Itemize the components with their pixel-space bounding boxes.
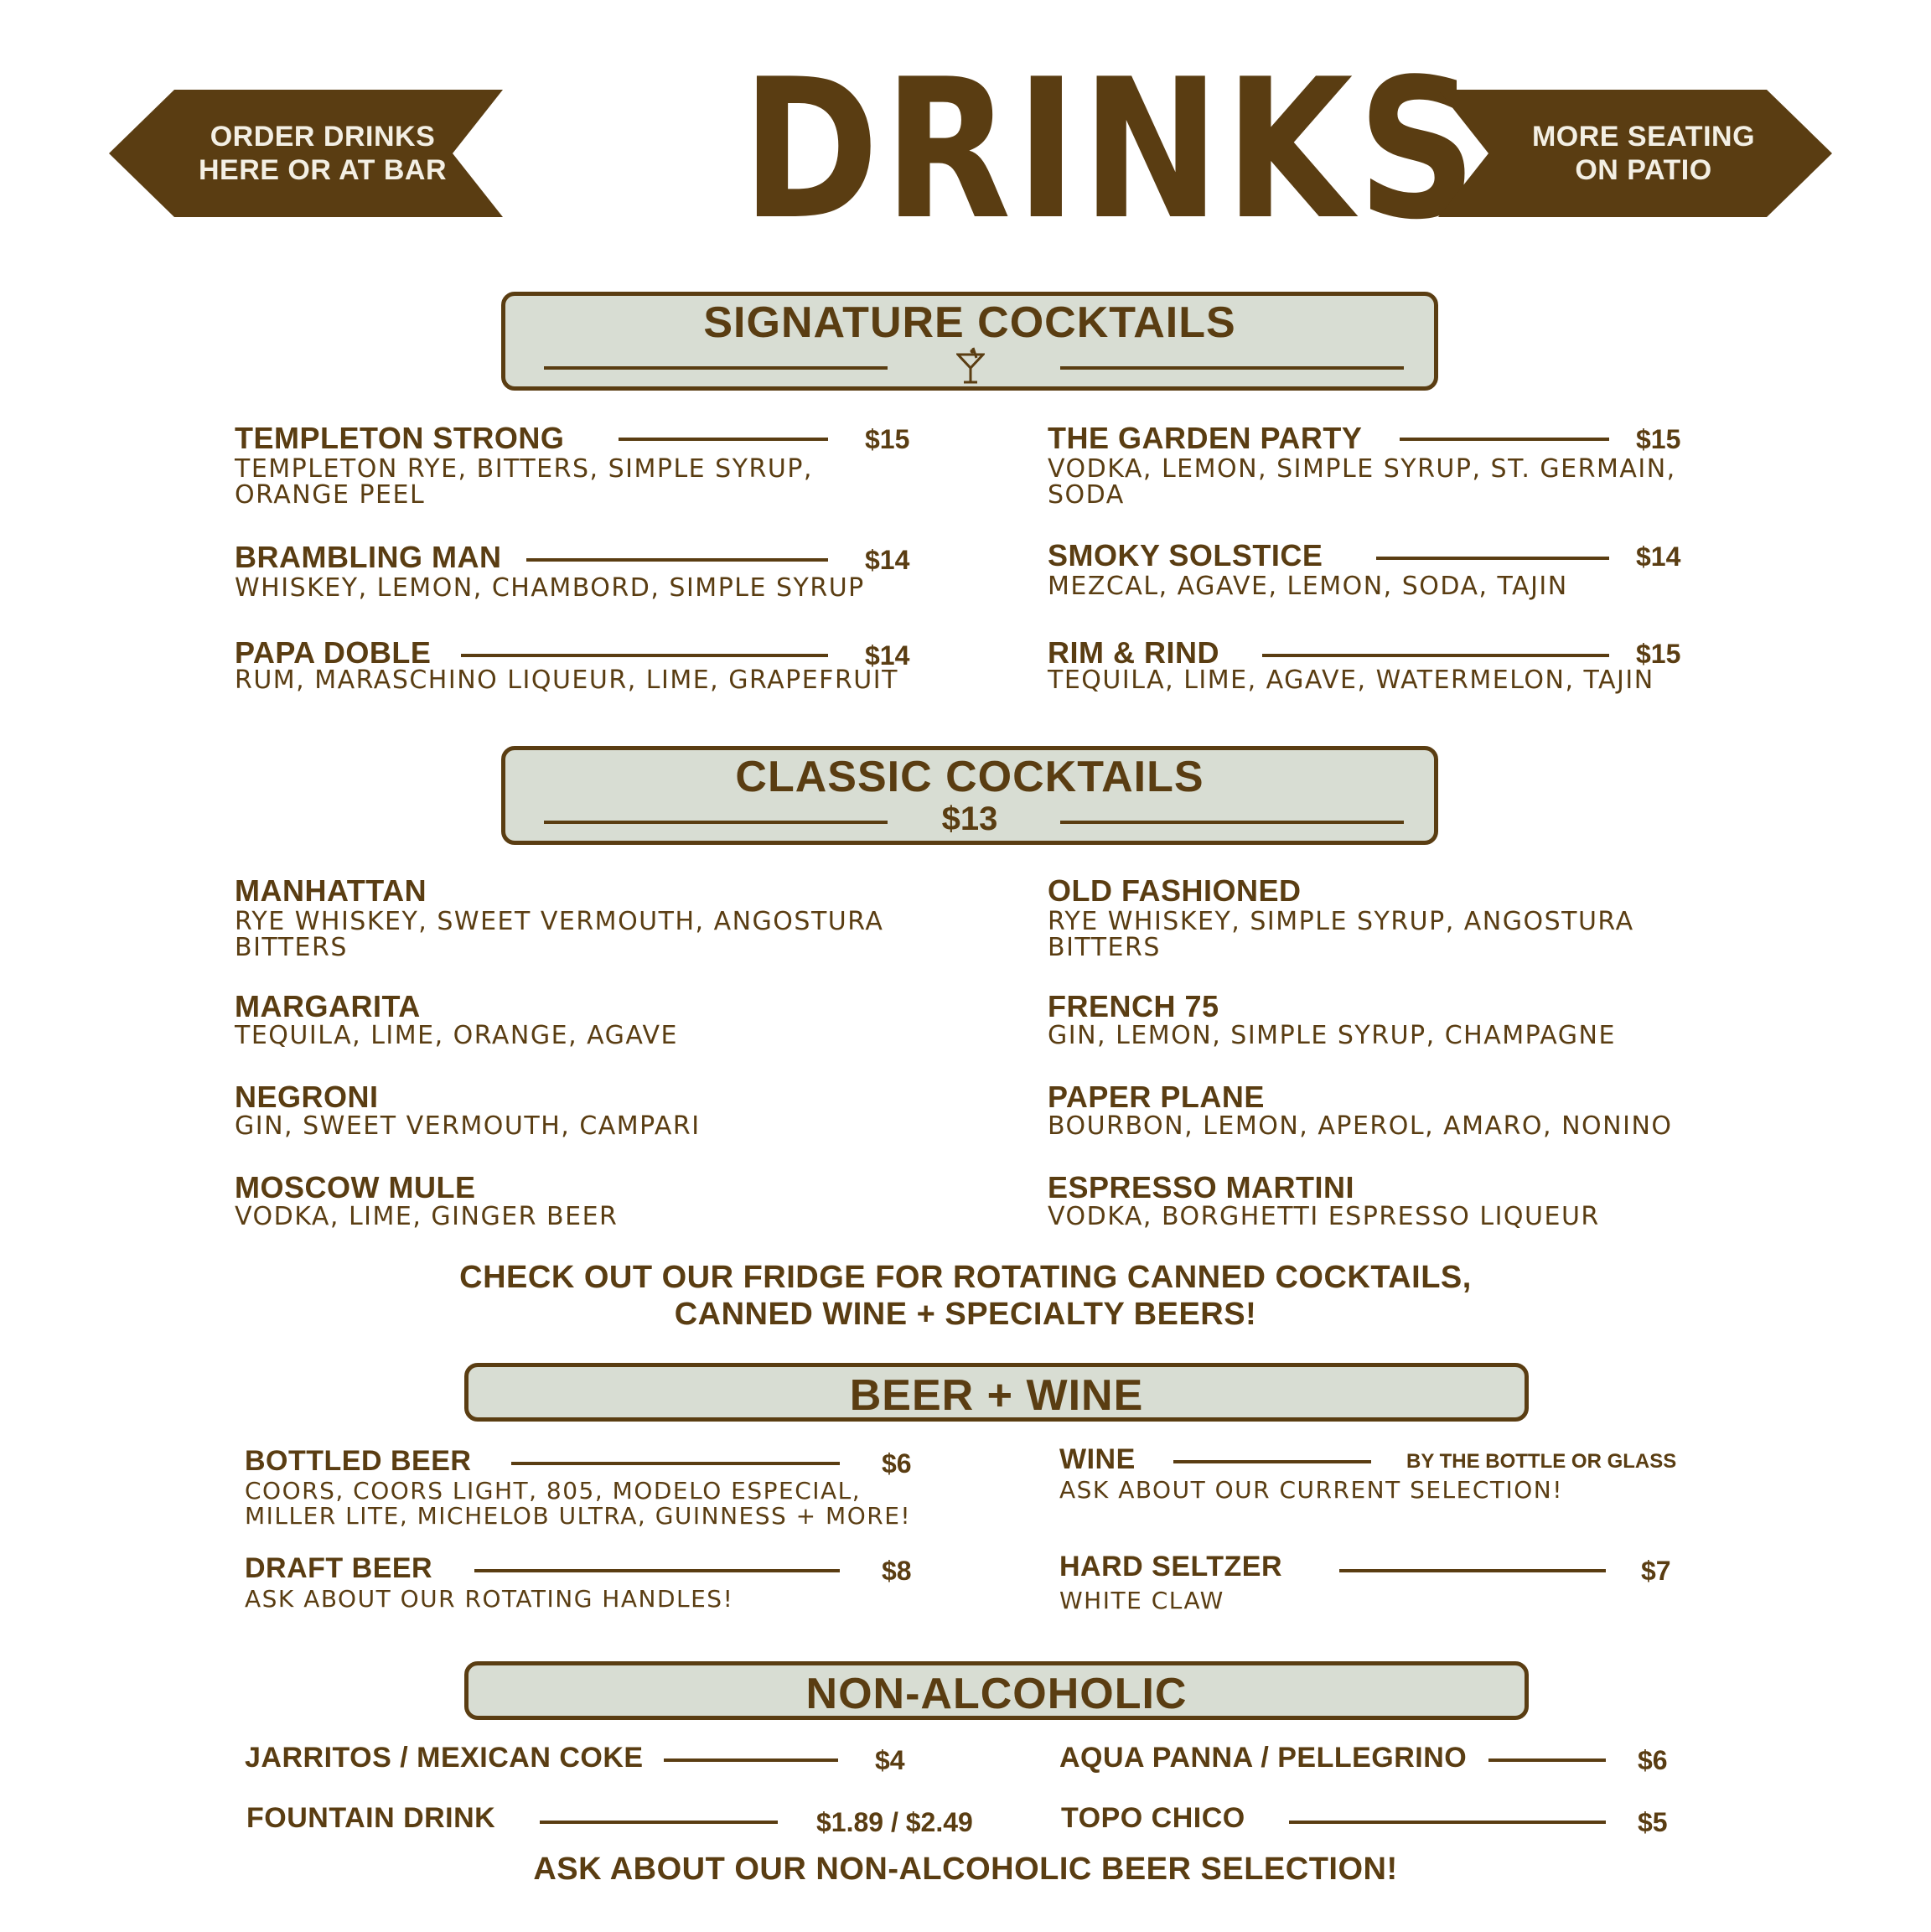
item-price: $7 (1641, 1556, 1671, 1586)
menu-item-rim-and-rind (1048, 635, 1735, 702)
leader-line (1289, 1821, 1606, 1824)
item-name: THE GARDEN PARTY (1048, 421, 1363, 455)
beer-wine-header (464, 1363, 1529, 1422)
menu-item-negroni (235, 1080, 922, 1141)
item-description: VODKA, BORGHETTI ESPRESSO LIQUEUR (1048, 1202, 1600, 1231)
item-price: $15 (1636, 424, 1681, 454)
leader-line (1339, 1569, 1606, 1572)
item-name: MANHATTAN (235, 873, 427, 908)
menu-item-moscow-mule (235, 1170, 922, 1229)
leader-line (526, 558, 828, 562)
item-name: MOSCOW MULE (235, 1170, 476, 1204)
leader-line (1376, 557, 1609, 560)
item-name: FOUNTAIN DRINK (246, 1802, 496, 1834)
divider (544, 366, 888, 370)
item-description: TEQUILA, LIME, AGAVE, WATERMELON, TAJIN (1048, 666, 1654, 695)
section-title: CLASSIC COCKTAILS (735, 753, 1204, 801)
item-description: TEMPLETON RYE, BITTERS, SIMPLE SYRUP, ORANGE PEEL (235, 454, 813, 510)
item-name: BRAMBLING MAN (235, 540, 502, 574)
menu-item-bottled-beer (245, 1445, 940, 1529)
item-description: WHITE CLAW (1059, 1587, 1224, 1614)
menu-item-espresso-martini (1048, 1170, 1735, 1229)
item-name: TEMPLETON STRONG (235, 421, 565, 455)
item-description: GIN, LEMON, SIMPLE SYRUP, CHAMPAGNE (1048, 1021, 1616, 1050)
martini-icon (956, 346, 985, 385)
item-name: HARD SELTZER (1059, 1551, 1283, 1582)
menu-item-fountain-drink (246, 1802, 1001, 1839)
leader-line (664, 1758, 838, 1762)
menu-item-jarritos-mexican-coke (245, 1742, 940, 1779)
fridge-note-line-2: CANNED WINE + SPECIALTY BEERS! (674, 1297, 1257, 1332)
menu-item-brambling-man (235, 540, 922, 607)
menu-item-hard-seltzer (1059, 1551, 1780, 1618)
item-name: FRENCH 75 (1048, 989, 1219, 1023)
leader-line (1262, 654, 1609, 657)
item-price: $1.89 / $2.49 (816, 1807, 973, 1837)
item-description: WHISKEY, LEMON, CHAMBORD, SIMPLE SYRUP (235, 573, 865, 603)
item-price: BY THE BOTTLE OR GLASS (1406, 1450, 1677, 1473)
item-description: COORS, COORS LIGHT, 805, MODELO ESPECIAL, MILLER LITE, MICHELOB ULTRA, GUINNESS + MORE! (245, 1477, 912, 1530)
item-description: MEZCAL, AGAVE, LEMON, SODA, TAJIN (1048, 572, 1568, 601)
leader-line (474, 1569, 840, 1572)
menu-item-topo-chico (1061, 1802, 1782, 1839)
classic-cocktails-header (501, 746, 1438, 845)
more-seating-text: MORE SEATING ON PATIO (1531, 121, 1756, 186)
item-description: TEQUILA, LIME, ORANGE, AGAVE (235, 1021, 678, 1050)
item-price: $5 (1638, 1807, 1668, 1837)
item-price: $14 (865, 640, 910, 671)
item-name: PAPA DOBLE (235, 635, 432, 670)
menu-item-wine (1059, 1443, 1780, 1510)
section-title: BEER + WINE (849, 1371, 1144, 1420)
menu-item-papa-doble (235, 635, 939, 702)
section-title: SIGNATURE COCKTAILS (703, 298, 1236, 347)
item-name: JARRITOS / MEXICAN COKE (245, 1742, 644, 1774)
item-description: RYE WHISKEY, SIMPLE SYRUP, ANGOSTURA BITTERS (1048, 907, 1634, 962)
item-price: $6 (882, 1448, 912, 1479)
menu-item-smoky-solstice (1048, 538, 1735, 605)
item-name: BOTTLED BEER (245, 1445, 472, 1477)
leader-line (511, 1462, 840, 1465)
order-drinks-text: ORDER DRINKS HERE OR AT BAR (199, 121, 447, 186)
leader-line (1488, 1758, 1606, 1762)
item-price: $15 (865, 424, 910, 454)
non-alcoholic-header (464, 1661, 1529, 1720)
item-price: $6 (1638, 1745, 1668, 1775)
item-name: WINE (1059, 1443, 1136, 1475)
classic-price: $13 (941, 800, 998, 837)
item-name: TOPO CHICO (1061, 1802, 1245, 1834)
order-drinks-banner (109, 90, 503, 217)
menu-item-the-garden-party (1048, 421, 1735, 513)
item-description: ASK ABOUT OUR CURRENT SELECTION! (1059, 1476, 1563, 1504)
item-description: VODKA, LIME, GINGER BEER (235, 1202, 619, 1231)
item-price: $14 (1636, 541, 1681, 572)
item-description: RUM, MARASCHINO LIQUEUR, LIME, GRAPEFRUIT (235, 666, 898, 695)
item-description: VODKA, LEMON, SIMPLE SYRUP, ST. GERMAIN, SODA (1048, 454, 1676, 510)
item-name: PAPER PLANE (1048, 1080, 1265, 1114)
item-price: $8 (882, 1556, 912, 1586)
signature-cocktails-header (501, 292, 1438, 391)
item-name: MARGARITA (235, 989, 421, 1023)
menu-item-draft-beer (245, 1552, 940, 1619)
item-description: ASK ABOUT OUR ROTATING HANDLES! (245, 1585, 734, 1613)
menu-item-old-fashioned (1048, 873, 1735, 962)
menu-item-margarita (235, 989, 922, 1048)
item-name: OLD FASHIONED (1048, 873, 1302, 908)
item-name: DRAFT BEER (245, 1552, 433, 1584)
leader-line (540, 1821, 778, 1824)
item-name: ESPRESSO MARTINI (1048, 1170, 1355, 1204)
item-price: $15 (1636, 639, 1681, 669)
page-title: DRINKS (741, 39, 1482, 262)
divider (1060, 366, 1404, 370)
leader-line (1173, 1460, 1371, 1463)
item-description: RYE WHISKEY, SWEET VERMOUTH, ANGOSTURA BITTERS (235, 907, 884, 962)
fridge-note-line-1: CHECK OUT OUR FRIDGE FOR ROTATING CANNED COCKTAILS, (459, 1260, 1472, 1295)
leader-line (619, 438, 828, 441)
menu-item-templeton-strong (235, 421, 922, 513)
section-title: NON-ALCOHOLIC (805, 1670, 1188, 1718)
item-name: SMOKY SOLSTICE (1048, 538, 1323, 572)
leader-line (461, 654, 828, 657)
item-description: GIN, SWEET VERMOUTH, CAMPARI (235, 1111, 701, 1141)
leader-line (1400, 438, 1609, 441)
menu-item-aqua-panna-pellegrino (1059, 1742, 1780, 1779)
menu-item-paper-plane (1048, 1080, 1735, 1141)
more-seating-banner (1438, 90, 1832, 217)
item-price: $4 (875, 1745, 905, 1775)
non-alcoholic-beer-note: ASK ABOUT OUR NON-ALCOHOLIC BEER SELECTION! (533, 1852, 1398, 1887)
item-name: NEGRONI (235, 1080, 379, 1114)
item-description: BOURBON, LEMON, APEROL, AMARO, NONINO (1048, 1111, 1673, 1141)
menu-item-manhattan (235, 873, 922, 962)
item-name: AQUA PANNA / PELLEGRINO (1059, 1742, 1468, 1774)
item-name: RIM & RIND (1048, 635, 1219, 670)
menu-item-french-75 (1048, 989, 1735, 1048)
item-price: $14 (865, 545, 910, 575)
